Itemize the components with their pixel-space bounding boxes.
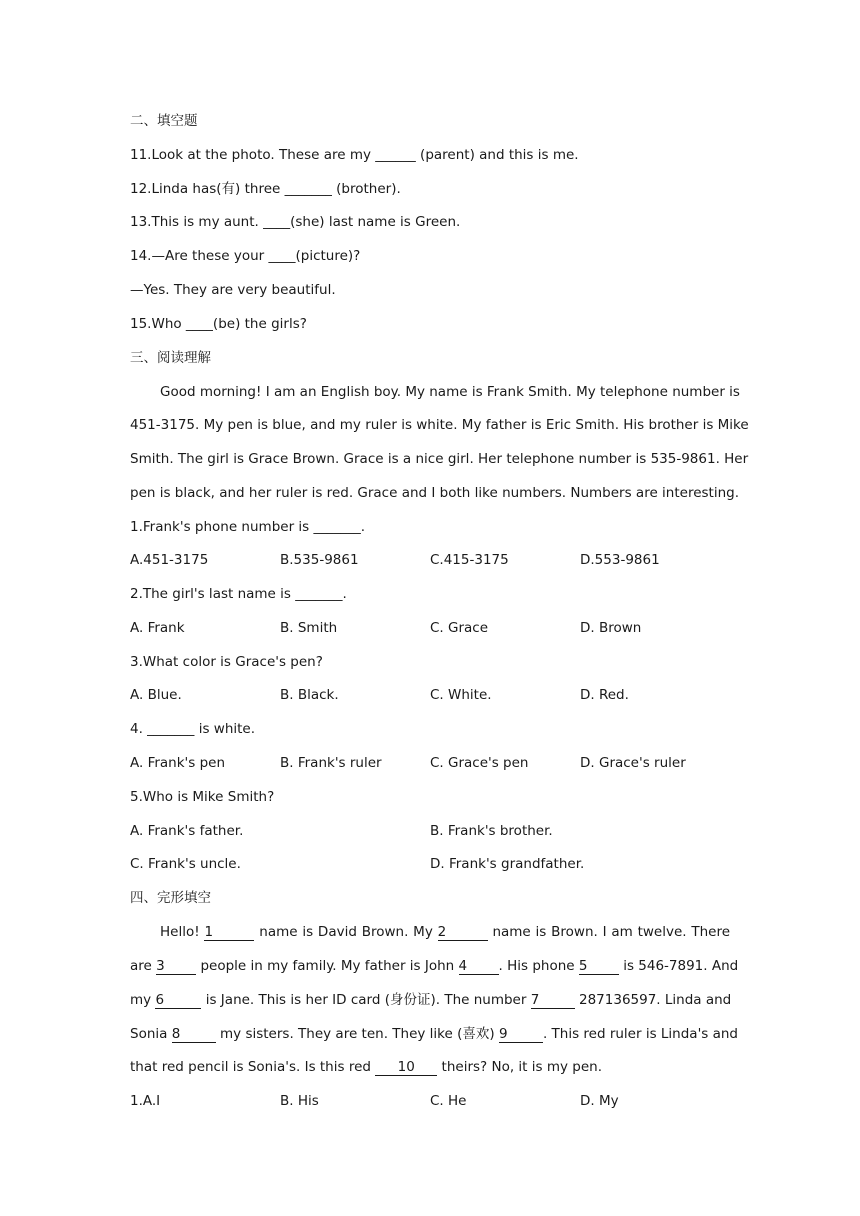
- question-14: 14.—Are these your ____(picture)?: [130, 248, 361, 264]
- option-d: D. Frank's grandfather.: [430, 856, 585, 872]
- cloze-line: Hello! 1 name is David Brown. My 2 name is Brown. I am twelve. There: [160, 924, 731, 940]
- option-c: C.415-3175: [430, 552, 509, 568]
- reading-question-2-options: [130, 618, 730, 638]
- question-14-reply: —Yes. They are very beautiful.: [130, 282, 336, 298]
- blank-7: 7: [531, 992, 575, 1009]
- option-c: C. Frank's uncle.: [130, 856, 241, 872]
- question-13: 13.This is my aunt. ____(she) last name is Green.: [130, 214, 461, 230]
- cloze-line: my 6 is Jane. This is her ID card (身份证). The number 7 287136597. Linda and: [130, 992, 732, 1008]
- option-c: C. Grace: [430, 620, 489, 636]
- cloze-line: that red pencil is Sonia's. Is this red 10 theirs? No, it is my pen.: [130, 1059, 602, 1075]
- cloze-line: Sonia 8 my sisters. They are ten. They like (喜欢) 9 . This red ruler is Linda's and: [130, 1026, 739, 1042]
- question-15: 15.Who ____(be) the girls?: [130, 316, 307, 332]
- option-d: D. My: [580, 1093, 619, 1109]
- passage-line: Smith. The girl is Grace Brown. Grace is a nice girl. Her telephone number is 535-9861. Her: [130, 451, 749, 467]
- option-c: C. He: [430, 1093, 467, 1109]
- option-b: B. Frank's brother.: [430, 823, 553, 839]
- passage-line: 451-3175. My pen is blue, and my ruler is white. My father is Eric Smith. His brother is Mike: [130, 417, 749, 433]
- cloze-line: are 3 people in my family. My father is John 4 . His phone 5 is 546-7891. And: [130, 958, 739, 974]
- reading-question-3-options: [130, 685, 730, 705]
- option-a: A. Frank's father.: [130, 823, 244, 839]
- option-b: B. Smith: [280, 620, 338, 636]
- section-heading-cloze: 四、完形填空: [130, 890, 211, 906]
- blank-2: 2: [438, 924, 488, 941]
- reading-question-1-options: [130, 550, 730, 570]
- option-d: D. Grace's ruler: [580, 755, 686, 771]
- option-b: B. Frank's ruler: [280, 755, 382, 771]
- blank-9: 9: [499, 1026, 543, 1043]
- option-b: B. His: [280, 1093, 319, 1109]
- blank-8: 8: [172, 1026, 216, 1043]
- option-b: B. Black.: [280, 687, 339, 703]
- question-12: 12.Linda has(有) three _______ (brother).: [130, 181, 401, 197]
- option-a: 1.A.I: [130, 1093, 161, 1109]
- blank-1: 1: [204, 924, 254, 941]
- option-c: C. Grace's pen: [430, 755, 529, 771]
- reading-question-4-options: [130, 753, 730, 773]
- option-d: D. Brown: [580, 620, 642, 636]
- passage-line: Good morning! I am an English boy. My name is Frank Smith. My telephone number is: [160, 384, 740, 400]
- blank-10: 10: [375, 1059, 437, 1076]
- section-heading-reading: 三、阅读理解: [130, 350, 211, 366]
- blank-4: 4: [459, 958, 499, 975]
- option-b: B.535-9861: [280, 552, 359, 568]
- option-a: A. Blue.: [130, 687, 182, 703]
- reading-question-2: 2.The girl's last name is _______.: [130, 586, 347, 602]
- option-a: A.451-3175: [130, 552, 209, 568]
- option-d: D.553-9861: [580, 552, 660, 568]
- question-11: 11.Look at the photo. These are my ______ (parent) and this is me.: [130, 147, 579, 163]
- reading-question-3: 3.What color is Grace's pen?: [130, 654, 323, 670]
- reading-question-5-options-row2: [130, 854, 730, 874]
- reading-question-5: 5.Who is Mike Smith?: [130, 789, 275, 805]
- option-d: D. Red.: [580, 687, 629, 703]
- blank-6: 6: [155, 992, 201, 1009]
- cloze-question-1-options: [130, 1091, 730, 1111]
- blank-5: 5: [579, 958, 619, 975]
- option-a: A. Frank: [130, 620, 185, 636]
- option-a: A. Frank's pen: [130, 755, 226, 771]
- section-heading-fill-in: 二、填空题: [130, 113, 198, 129]
- blank-3: 3: [156, 958, 196, 975]
- reading-question-4: 4. _______ is white.: [130, 721, 256, 737]
- reading-question-1: 1.Frank's phone number is _______.: [130, 519, 366, 535]
- reading-question-5-options-row1: [130, 821, 730, 841]
- option-c: C. White.: [430, 687, 492, 703]
- passage-line: pen is black, and her ruler is red. Grace and I both like numbers. Numbers are interesting.: [130, 485, 740, 501]
